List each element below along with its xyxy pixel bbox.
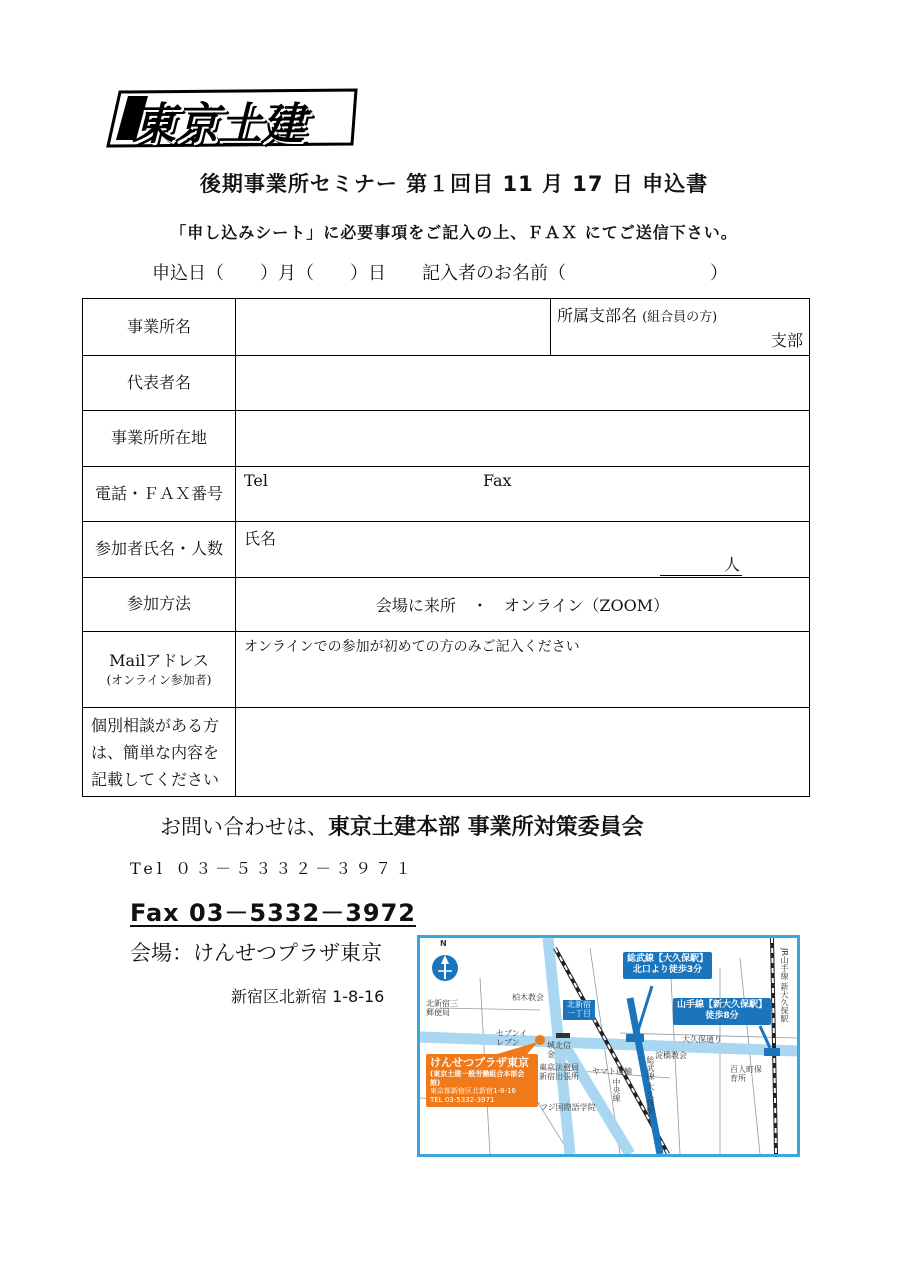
yamanote-station-name: 山手線【新大久保駅】: [677, 1000, 768, 1010]
branch-note: (組合員の方): [642, 310, 718, 325]
contact-prefix: お問い合わせは、: [160, 815, 328, 839]
map-label-chuo-line: 中央線: [612, 1078, 621, 1102]
mail-field[interactable]: [236, 632, 809, 707]
participant-label: 参加者氏名・人数: [83, 522, 236, 577]
participant-field[interactable]: [236, 522, 809, 577]
map-label-seven: セブンイレブン: [496, 1029, 528, 1047]
map-label-post-office: 北新宿三郵便局: [426, 999, 458, 1017]
branch-unit: 支部: [770, 331, 803, 350]
tel-label: Tel: [244, 471, 269, 490]
sobu-station-name: 総武線【大久保駅】: [627, 954, 709, 964]
row-representative: [83, 356, 809, 411]
map-label-yamanote-line: JR山手線 新大久保駅: [780, 948, 789, 1023]
office-name-label: 事業所名: [83, 299, 236, 355]
venue-box-tel: TEL 03-5332-3971: [430, 1096, 495, 1104]
representative-label: 代表者名: [83, 356, 236, 410]
office-address-field[interactable]: [236, 411, 809, 466]
map-label-church: 柏木教会: [512, 993, 544, 1002]
representative-field[interactable]: [236, 356, 809, 410]
office-address-label: 事業所所在地: [83, 411, 236, 466]
application-form: [82, 298, 810, 797]
logo-text: 東京土建: [132, 99, 304, 150]
phone-fax-field[interactable]: [236, 467, 809, 521]
method-label: 参加方法: [83, 578, 236, 631]
map-label-yamato: ヤマト運輸: [592, 1067, 632, 1076]
map-label-shinkin: 城北信金: [547, 1041, 571, 1059]
mail-label-sub: (オンライン参加者): [106, 673, 212, 688]
application-date-line: 申込日（ ）月（ ）日 記入者のお名前（ ）: [152, 263, 728, 284]
participant-name-label: 氏名: [244, 529, 277, 548]
row-participants: [83, 522, 809, 578]
row-consultation: [83, 708, 809, 796]
map-label-tax-office: 東京法務局新宿出張所: [539, 1063, 579, 1081]
method-field[interactable]: [236, 578, 809, 631]
venue-address: 新宿区北新宿 1-8-16: [231, 987, 385, 1006]
venue-box-name: けんせつプラザ東京: [430, 1056, 529, 1069]
fax-label: Fax: [483, 471, 512, 490]
branch-field[interactable]: [550, 299, 809, 355]
venue-name: 会場：けんせつプラザ東京: [130, 941, 382, 965]
consultation-label: 個別相談がある方は、簡単な内容を記載してください: [83, 708, 236, 796]
map-label-okubo-dori: 大久保通り: [682, 1035, 722, 1044]
contact-heading: [160, 810, 644, 841]
phone-fax-label: 電話・ＦＡＸ番号: [83, 467, 236, 521]
map-label-fuji: フジ国際語学院: [540, 1103, 596, 1112]
map-label-okubo-church: 淀橋教会: [655, 1051, 687, 1060]
map-label-sobu-line: 総武線 大久保駅: [646, 1056, 655, 1115]
map-north-label: N: [440, 939, 447, 948]
mail-label-text: Mailアドレス: [109, 650, 209, 670]
contact-tel: Tel ０３－５３３２－３９７１: [130, 859, 416, 878]
map-label-kitashinjuku: 北新宿一丁目: [563, 1000, 595, 1020]
page-title: 後期事業所セミナー 第１回目 11 月 17 日 申込書: [199, 172, 709, 196]
method-options: 会場に来所 ・ オンライン（ZOOM）: [375, 596, 670, 615]
row-address: [83, 411, 809, 467]
branch-label: [557, 303, 717, 326]
participant-count-unit: 人: [660, 552, 742, 576]
contact-organization: 東京土建本部 事業所対策委員会: [328, 815, 644, 840]
mail-label: [83, 632, 236, 707]
venue-box: [426, 1054, 538, 1107]
venue-box-org: (東京土建一般労働組合本部会館): [430, 1069, 525, 1087]
instruction-text: 「申し込みシート」に必要事項をご記入の上、ＦＡＸ にてご送信下さい。: [170, 223, 738, 242]
yamanote-station-box: [673, 998, 771, 1025]
branch-label-text: 所属支部名: [557, 306, 638, 325]
consultation-field[interactable]: [236, 708, 809, 796]
venue-box-address: 東京都新宿区北新宿1-8-16: [430, 1087, 516, 1096]
map-label-school: 百人町保育所: [730, 1065, 762, 1083]
sobu-station-box: [623, 952, 712, 979]
row-method: [83, 578, 809, 632]
contact-fax: Fax 03－5332－3972: [130, 899, 417, 927]
sobu-station-exit: 北口より徒歩3分: [632, 965, 703, 976]
row-office-name: [83, 299, 809, 356]
row-phone: [83, 467, 809, 522]
access-map: [417, 935, 800, 1157]
mail-note: オンラインでの参加が初めての方のみご記入ください: [244, 639, 580, 655]
office-name-field[interactable]: [236, 299, 550, 355]
map-roads: [420, 938, 797, 1154]
tokyo-doken-logo: [106, 86, 364, 152]
yamanote-station-walk: 徒歩8分: [705, 1011, 739, 1022]
row-mail: [83, 632, 809, 708]
